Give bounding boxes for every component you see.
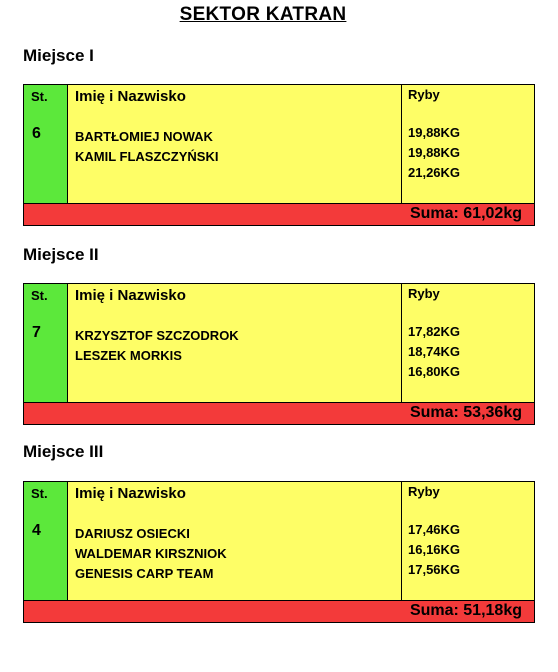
place-heading-3: Miejsce III bbox=[23, 442, 104, 461]
place-heading-1: Miejsce I bbox=[23, 46, 94, 65]
sum-total: Suma: 51,18kg bbox=[409, 602, 522, 619]
stand-number: 6 bbox=[32, 125, 41, 142]
stand-label: St. bbox=[31, 486, 48, 501]
stand-column bbox=[24, 284, 68, 402]
fish-weight: 19,88KG bbox=[408, 125, 461, 140]
team-member-name: GENESIS CARP TEAM bbox=[75, 566, 214, 581]
stand-label: St. bbox=[31, 288, 48, 303]
name-header: Imię i Nazwisko bbox=[75, 485, 186, 502]
sum-total: Suma: 53,36kg bbox=[409, 404, 522, 421]
team-member-name: LESZEK MORKIS bbox=[75, 348, 182, 363]
names-list bbox=[75, 127, 218, 167]
sum-bar bbox=[24, 600, 534, 622]
weights-list bbox=[408, 123, 460, 183]
fish-weight: 18,74KG bbox=[408, 344, 461, 359]
fish-weight: 17,56KG bbox=[408, 562, 461, 577]
place-table-3 bbox=[23, 481, 535, 623]
place-table-1 bbox=[23, 84, 535, 226]
stand-number: 7 bbox=[32, 324, 41, 341]
weights-list bbox=[408, 520, 460, 580]
fish-header: Ryby bbox=[408, 286, 440, 301]
names-list bbox=[75, 524, 227, 584]
stand-number: 4 bbox=[32, 522, 41, 539]
stand-column bbox=[24, 85, 68, 203]
names-list bbox=[75, 326, 239, 366]
fish-weight: 21,26KG bbox=[408, 165, 461, 180]
place-heading-2: Miejsce II bbox=[23, 245, 99, 264]
name-header: Imię i Nazwisko bbox=[75, 287, 186, 304]
name-header: Imię i Nazwisko bbox=[75, 88, 186, 105]
sum-bar bbox=[24, 402, 534, 424]
column-divider bbox=[401, 482, 402, 600]
page-title: SEKTOR KATRAN bbox=[179, 4, 347, 25]
fish-header: Ryby bbox=[408, 484, 440, 499]
sum-bar bbox=[24, 203, 534, 225]
stand-label: St. bbox=[31, 89, 48, 104]
team-member-name: KRZYSZTOF SZCZODROK bbox=[75, 328, 239, 343]
column-divider bbox=[401, 85, 402, 203]
sum-total: Suma: 61,02kg bbox=[409, 205, 522, 222]
weights-list bbox=[408, 322, 460, 382]
team-member-name: DARIUSZ OSIECKI bbox=[75, 526, 190, 541]
team-member-name: KAMIL FLASZCZYŃSKI bbox=[75, 149, 219, 164]
team-member-name: BARTŁOMIEJ NOWAK bbox=[75, 129, 213, 144]
fish-weight: 17,82KG bbox=[408, 324, 461, 339]
fish-header: Ryby bbox=[408, 87, 440, 102]
fish-weight: 17,46KG bbox=[408, 522, 461, 537]
team-member-name: WALDEMAR KIRSZNIOK bbox=[75, 546, 227, 561]
fish-weight: 16,80KG bbox=[408, 364, 461, 379]
place-table-2 bbox=[23, 283, 535, 425]
fish-weight: 19,88KG bbox=[408, 145, 461, 160]
column-divider bbox=[401, 284, 402, 402]
fish-weight: 16,16KG bbox=[408, 542, 461, 557]
stand-column bbox=[24, 482, 68, 600]
